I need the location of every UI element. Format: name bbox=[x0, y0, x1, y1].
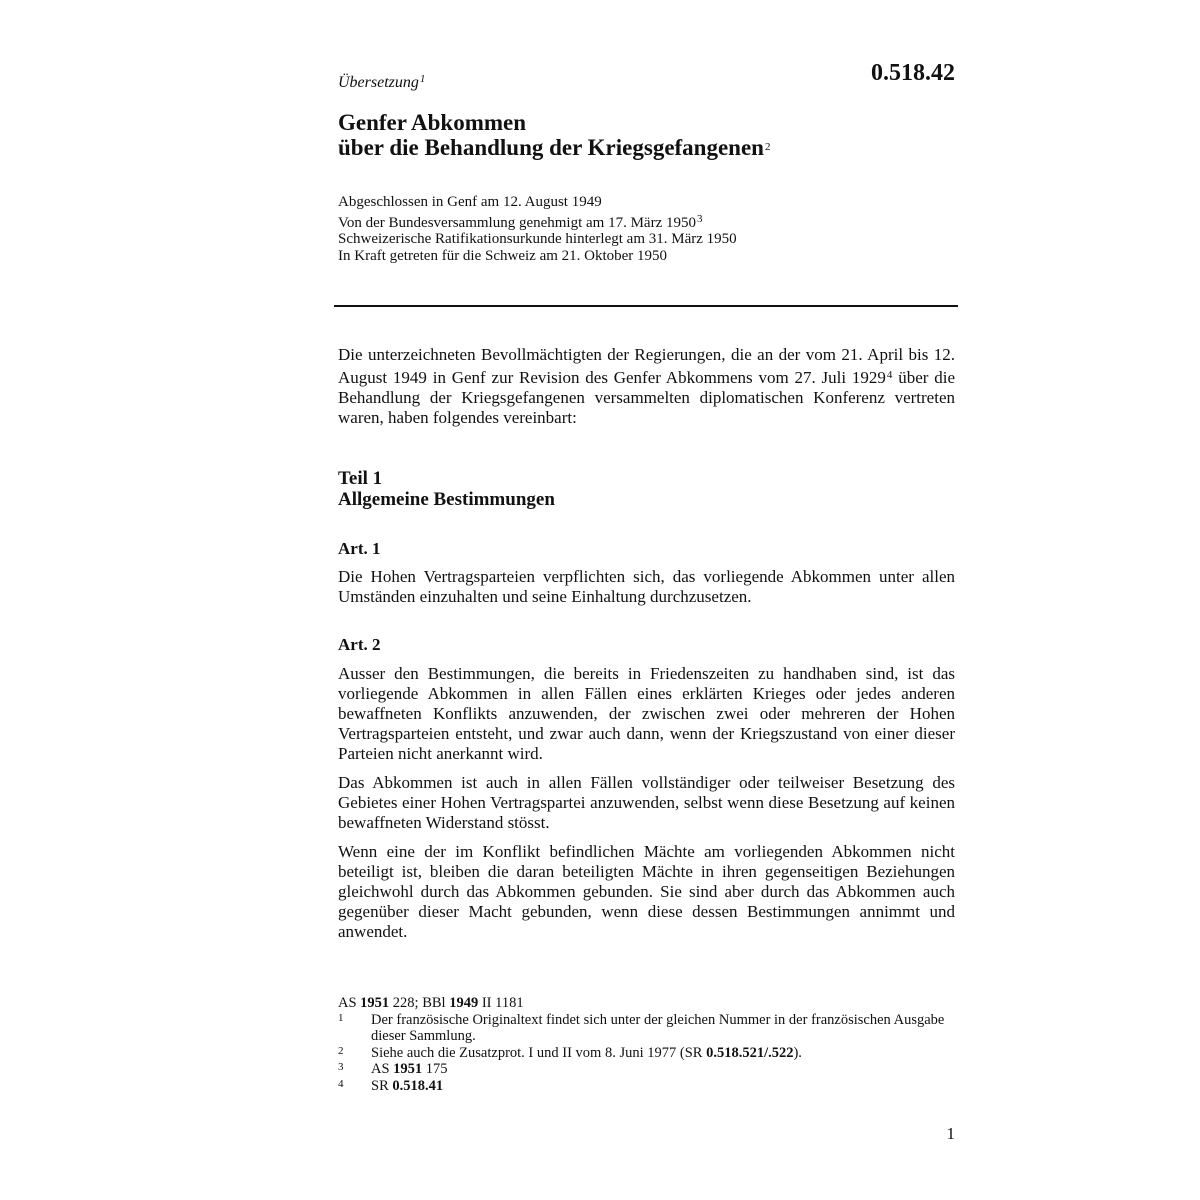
meta-ratification: Schweizerische Ratifikationsurkunde hinterlegt am 31. März 1950 bbox=[338, 231, 737, 247]
sr-number: 0.518.42 bbox=[871, 60, 955, 86]
footnote-ref-4[interactable]: 4 bbox=[886, 369, 893, 381]
sr-link[interactable]: 0.518.41 bbox=[392, 1077, 444, 1094]
footnote-text: AS 1951 175 bbox=[371, 1061, 448, 1077]
footnote-ref-3[interactable]: 3 bbox=[697, 212, 703, 225]
article-2-paragraph-1: Ausser den Bestimmungen, die bereits in Friedenszeiten zu handhaben sind, ist das vorliegende Abkommen in allen Fällen eines erklärten Krieges oder jedes anderen bewaffneten Konflikts anzuwenden, der zwischen zwei oder mehreren der Hohen Vertragsparteien entsteht, und zwar auch dann, wenn der Kriegszustand von einer dieser Parteien nicht anerkannt wird. bbox=[338, 664, 955, 763]
footnote-text: Der französische Originaltext findet sich unter der gleichen Nummer in der französischen Ausgabe dieser Sammlung. bbox=[371, 1011, 945, 1044]
footnote-1 bbox=[338, 1012, 958, 1045]
preamble: Die unterzeichneten Bevollmächtigten der Regierungen, die an der vom 21. April bis 12. August 1949 in Genf zur Revision des Genfer Abkommens vom 27. Juli 1929$^4$ über die Behandlung der Kriegsgefangenen versammelten diplomatischen Konferenz vertreten waren, haben folgendes vereinbart: bbox=[338, 345, 955, 427]
title-line-2: über die Behandlung der Kriegsgefangenen$^2$ bbox=[338, 135, 771, 160]
meta-approved: Von der Bundesversammlung genehmigt am 17. März 1950$^3$ bbox=[338, 212, 703, 231]
part-heading bbox=[338, 468, 555, 510]
footnote-2 bbox=[338, 1045, 958, 1062]
document-metadata bbox=[338, 194, 737, 264]
source-reference: AS 1951 228; BBl 1949 II 1181 bbox=[338, 995, 524, 1011]
meta-concluded: Abgeschlossen in Genf am 12. August 1949 bbox=[338, 194, 602, 210]
article-2-paragraph-2: Das Abkommen ist auch in allen Fällen vollständiger oder teilweiser Besetzung des Gebietes einer Hohen Vertragspartei anzuwenden, selbst wenn diese Besetzung auf keinen bewaffneten Widerstand stösst. bbox=[338, 773, 955, 832]
page-number: 1 bbox=[946, 1124, 955, 1143]
article-2-paragraph-3: Wenn eine der im Konflikt befindlichen Mächte am vorliegenden Abkommen nicht beteiligt ist, bleiben die daran beteiligten Mächte in ihren gegenseitigen Beziehungen gleichwohl durch das Abkommen gebunden. Sie sind aber durch das Abkommen auch gegenüber dieser Macht gebunden, wenn diese dessen Bestimmungen annimmt und anwendet. bbox=[338, 842, 955, 941]
translation-label: Übersetzung bbox=[338, 74, 419, 91]
article-1-heading: Art. 1 bbox=[338, 539, 381, 558]
footnote-text: Siehe auch die Zusatzprot. I und II vom 8. Juni 1977 (SR 0.518.521/.522). bbox=[371, 1044, 802, 1061]
article-2-heading: Art. 2 bbox=[338, 635, 381, 654]
part-title: Allgemeine Bestimmungen bbox=[338, 489, 555, 510]
footnote-ref-2[interactable]: 2 bbox=[764, 141, 771, 153]
document-title bbox=[338, 110, 770, 160]
footnote-number: 4 bbox=[338, 1077, 344, 1090]
footnotes bbox=[338, 995, 958, 1094]
footnote-number: 2 bbox=[338, 1044, 344, 1057]
divider bbox=[334, 305, 958, 307]
article-1-paragraph: Die Hohen Vertragsparteien verpflichten sich, das vorliegende Abkommen unter allen Umständen einzuhalten und seine Einhaltung durchzusetzen. bbox=[338, 567, 955, 606]
footnote-text: SR 0.518.41 bbox=[371, 1077, 444, 1094]
translation-note bbox=[338, 73, 425, 92]
sr-link[interactable]: 0.518.521/.522 bbox=[706, 1044, 794, 1061]
footnote-number: 1 bbox=[338, 1011, 344, 1024]
footnote-ref-1[interactable]: 1 bbox=[419, 73, 426, 85]
part-label: Teil 1 bbox=[338, 468, 383, 489]
footnote-3 bbox=[338, 1061, 958, 1078]
footnote-number: 3 bbox=[338, 1061, 344, 1073]
meta-in-force: In Kraft getreten für die Schweiz am 21. Oktober 1950 bbox=[338, 247, 668, 264]
footnote-4 bbox=[338, 1078, 958, 1095]
title-line-1: Genfer Abkommen bbox=[338, 110, 527, 135]
